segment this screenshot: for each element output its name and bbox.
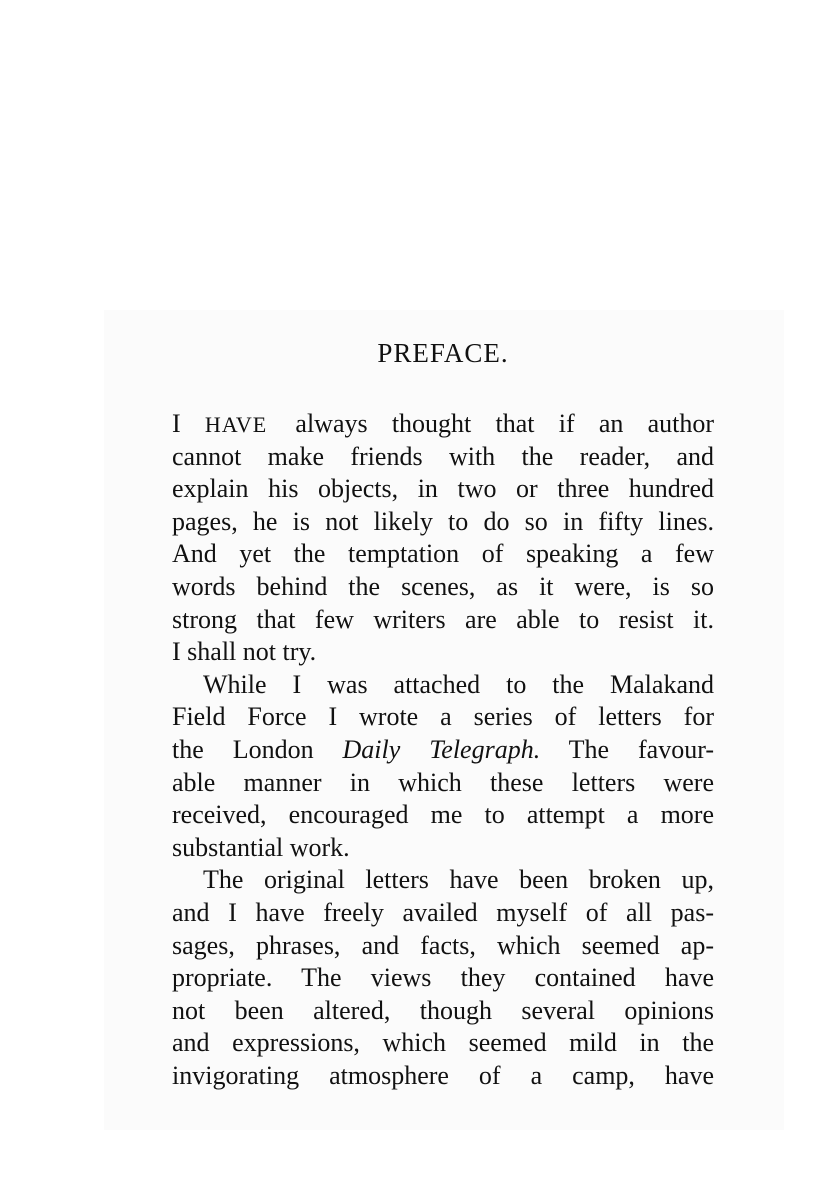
page-title: PREFACE.: [377, 338, 509, 368]
small-caps-word: HAVE: [204, 412, 268, 437]
text-line: cannot make friends with the reader, and: [172, 441, 714, 471]
text-line: substantial work.: [172, 832, 350, 862]
text-line: propriate. The views they contained have: [172, 963, 714, 993]
text-line: pages, he is not likely to do so in fifty lines.: [172, 506, 714, 536]
text-line: The original letters have been broken up,: [203, 865, 714, 895]
text-line: And yet the temptation of speaking a few: [172, 539, 714, 569]
text-line: [172, 408, 714, 441]
text-line: words behind the scenes, as it were, is so: [172, 571, 714, 601]
text-line: received, encouraged me to attempt a more: [172, 800, 714, 830]
text-line: and I have freely availed myself of all pas-: [172, 897, 714, 927]
text-line: not been altered, though several opinions: [172, 995, 714, 1025]
page-content: [172, 330, 714, 1092]
line-text: always thought that if an author: [295, 409, 715, 438]
text-line: invigorating atmosphere of a camp, have: [172, 1060, 714, 1090]
paragraph-2: [172, 669, 714, 865]
first-word: I: [172, 409, 181, 438]
text-line: and expressions, which seemed mild in the: [172, 1028, 714, 1058]
paragraph-3: [172, 864, 714, 1092]
newspaper-title: Daily Telegraph.: [342, 734, 541, 764]
text-line: able manner in which these letters were: [172, 767, 714, 797]
text-line: sages, phrases, and facts, which seemed ap-: [172, 930, 714, 960]
text-line: strong that few writers are able to resist it.: [172, 604, 714, 634]
text-line: [172, 734, 714, 767]
text-line: I shall not try.: [172, 637, 317, 667]
paragraph-1: [172, 408, 714, 669]
text-line: Field Force I wrote a series of letters for: [172, 702, 714, 732]
text-line: While I was attached to the Malakand: [203, 669, 714, 699]
line-text: The favour-: [568, 734, 715, 764]
text-line: explain his objects, in two or three hundred: [172, 474, 714, 504]
line-text: the London: [172, 734, 314, 764]
